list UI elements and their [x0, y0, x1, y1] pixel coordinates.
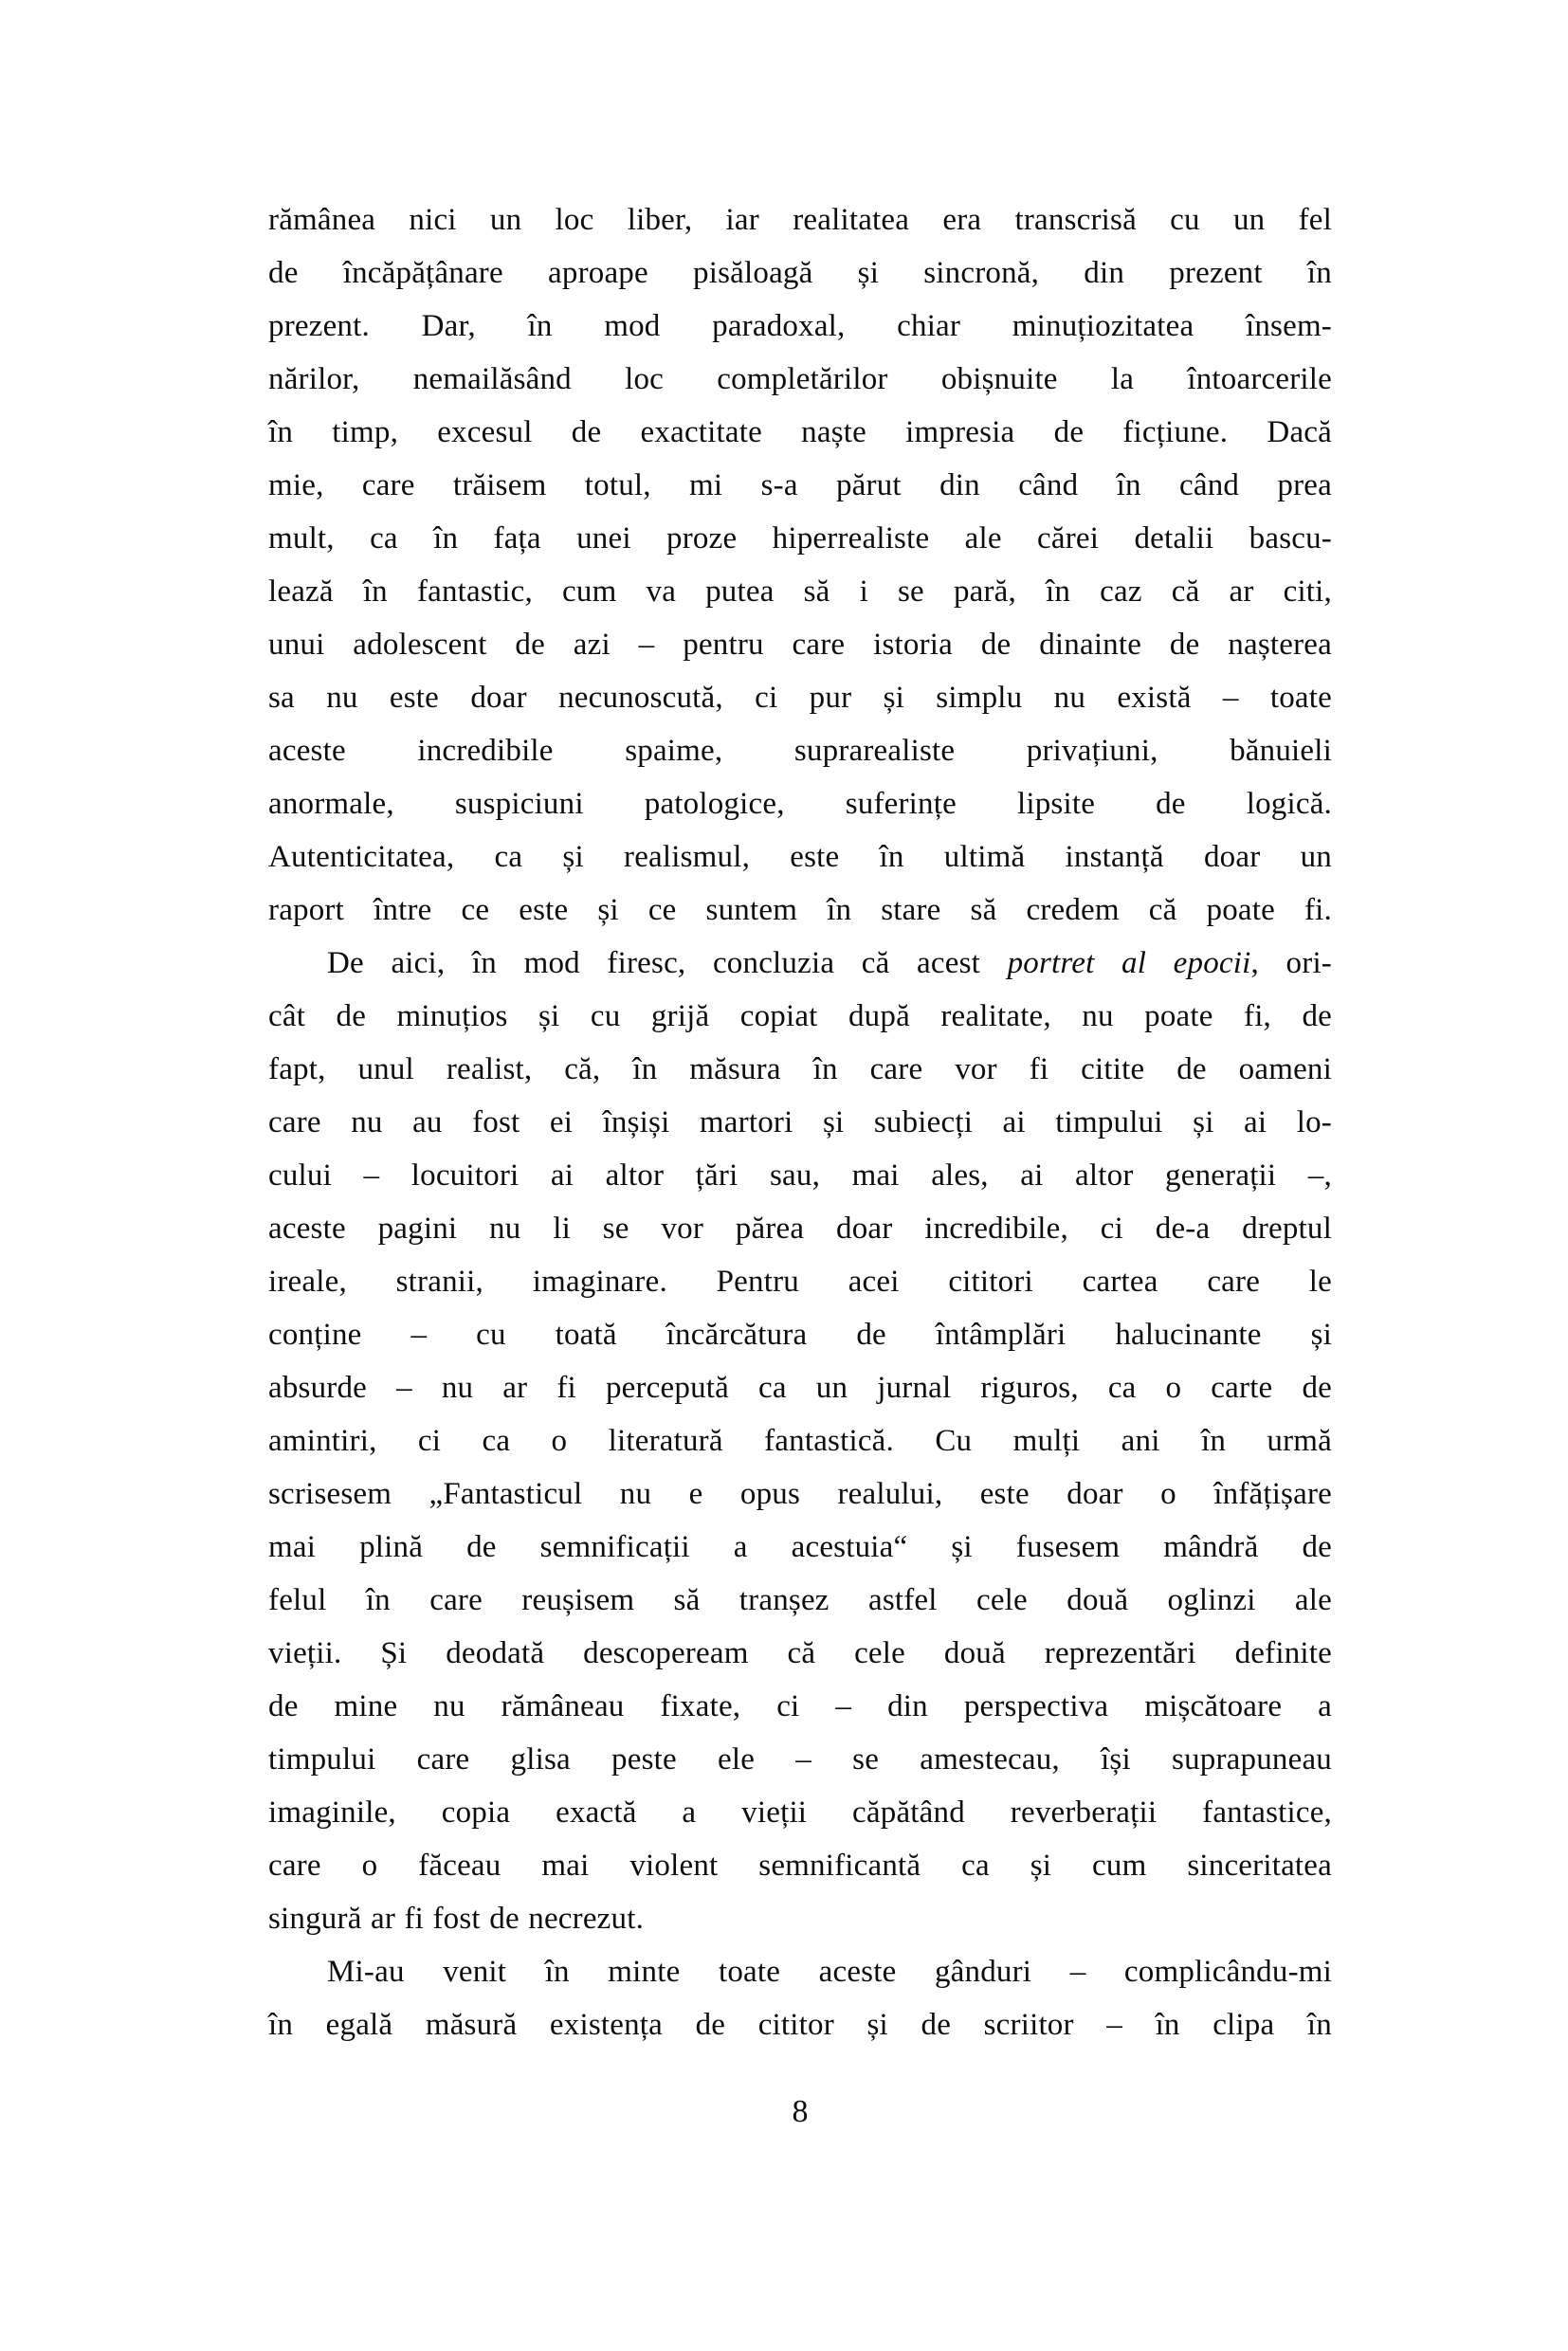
text-line: fapt, unul realist, că, în măsura în care vor fi citite de oameni	[268, 1052, 1332, 1086]
text-line: ireale, stranii, imaginare. Pentru acei cititori cartea care le	[268, 1265, 1332, 1299]
text-line: raport între ce este și ce suntem în stare să credem că poate fi.	[268, 893, 1332, 927]
text-line	[268, 937, 1332, 990]
text-line: conține – cu toată încărcătura de întâmplări halucinante și	[268, 1318, 1332, 1352]
text-line: lează în fantastic, cum va putea să i se pară, în caz că ar citi,	[268, 574, 1332, 609]
text-line: anormale, suspiciuni patologice, suferințe lipsite de logică.	[268, 787, 1332, 821]
text-line: aceste pagini nu li se vor părea doar incredibile, ci de-a dreptul	[268, 1212, 1332, 1246]
text-line: amintiri, ci ca o literatură fantastică. Cu mulți ani în urmă	[268, 1424, 1332, 1458]
text-line: unui adolescent de azi – pentru care istoria de dinainte de nașterea	[268, 628, 1332, 662]
text-line: Mi-au venit în minte toate aceste gânduri – complicându-mi	[327, 1955, 1332, 1989]
text-line: Autenticitatea, ca și realismul, este în ultimă instanță doar un	[268, 840, 1332, 874]
page-number: 8	[792, 2094, 809, 2129]
text-line: absurde – nu ar fi percepută ca un jurnal riguros, ca o carte de	[268, 1371, 1332, 1405]
text-line: rămânea nici un loc liber, iar realitatea era transcrisă cu un fel	[268, 203, 1332, 237]
paragraph	[268, 937, 1332, 1945]
text-line: de mine nu rămâneau fixate, ci – din perspectiva mișcătoare a	[268, 1689, 1332, 1723]
text-line: prezent. Dar, în mod paradoxal, chiar minuțiozitatea însem-	[268, 309, 1332, 343]
text-line: singură ar fi fost de necrezut.	[268, 1902, 645, 1936]
text-line: imaginile, copia exactă a vieții căpătând reverberații fantastice,	[268, 1795, 1332, 1830]
text-block	[268, 193, 1332, 2051]
paragraph	[268, 193, 1332, 937]
text-line: mult, ca în fața unei proze hiperrealiste ale cărei detalii bascu-	[268, 521, 1332, 556]
text-line: vieții. Și deodată descopeream că cele două reprezentări definite	[268, 1636, 1332, 1670]
text-line: care nu au fost ei înșiși martori și subiecți ai timpului și ai lo-	[268, 1105, 1332, 1139]
text-line: timpului care glisa peste ele – se amestecau, își suprapuneau	[268, 1742, 1332, 1777]
text-line: aceste incredibile spaime, suprarealiste privațiuni, bănuieli	[268, 734, 1332, 768]
text-line: care o făceau mai violent semnificantă ca și cum sinceritatea	[268, 1849, 1332, 1883]
text-line: cât de minuțios și cu grijă copiat după realitate, nu poate fi, de	[268, 999, 1332, 1033]
text-segment: , ori-	[1250, 946, 1332, 980]
italic-phrase: portret al epocii	[1007, 946, 1251, 980]
text-line: sa nu este doar necunoscută, ci pur și simplu nu există – toate	[268, 681, 1332, 715]
text-line: cului – locuitori ai altor țări sau, mai ales, ai altor generații –,	[268, 1158, 1332, 1193]
text-line: de încăpățânare aproape pisăloagă și sincronă, din prezent în	[268, 256, 1332, 290]
text-segment: De aici, în mod firesc, concluzia că acest	[327, 946, 1008, 980]
text-line: în egală măsură existența de cititor și de scriitor – în clipa în	[268, 2008, 1332, 2042]
paragraph	[268, 1945, 1332, 2051]
text-line: nărilor, nemailăsând loc completărilor obișnuite la întoarcerile	[268, 362, 1332, 396]
text-line: mai plină de semnificații a acestuia“ și fusesem mândră de	[268, 1530, 1332, 1564]
text-line: scrisesem „Fantasticul nu e opus realului, este doar o înfățișare	[268, 1477, 1332, 1511]
text-line: mie, care trăisem totul, mi s-a părut din când în când prea	[268, 468, 1332, 502]
text-line: felul în care reușisem să tranșez astfel cele două oglinzi ale	[268, 1583, 1332, 1617]
text-line: în timp, excesul de exactitate naște impresia de ficțiune. Dacă	[268, 415, 1332, 449]
